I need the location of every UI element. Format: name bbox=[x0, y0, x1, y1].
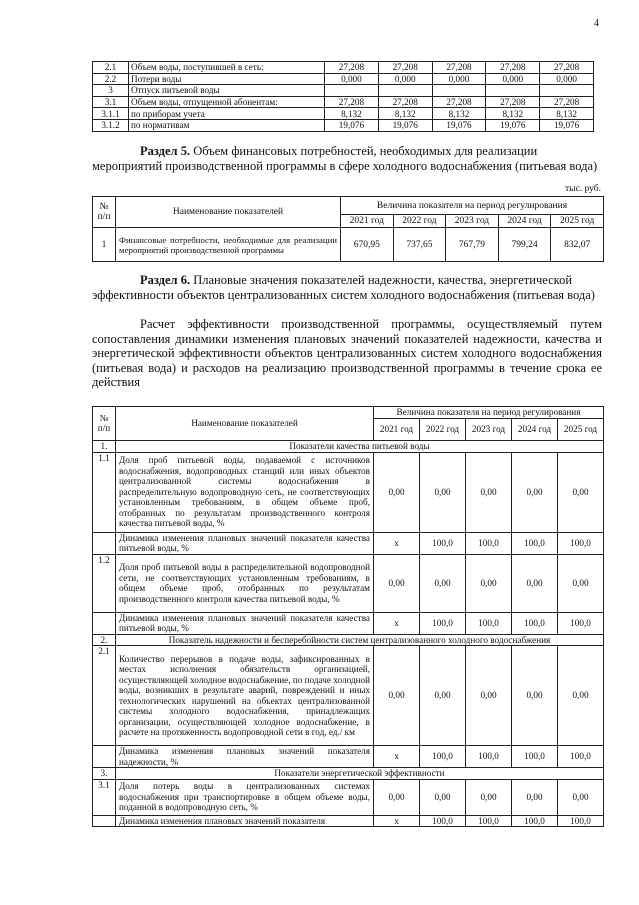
value-2023: 0,00 bbox=[466, 554, 512, 612]
table-row bbox=[93, 62, 594, 74]
row-num: 1 bbox=[93, 228, 116, 262]
section6-label: Раздел 6. bbox=[140, 273, 191, 287]
year-2024: 2024 год bbox=[512, 418, 558, 440]
row-value: 0,000 bbox=[325, 73, 379, 85]
row-value: 19,076 bbox=[325, 119, 379, 131]
table-row bbox=[93, 554, 604, 612]
row-num: 3 bbox=[93, 85, 129, 97]
row-value: 8,132 bbox=[486, 108, 540, 120]
row-name: Количество перерывов в подаче воды, зафиксированных в местах исполнения обязательств организацией, осуществляющей холодное водоснабжение, по подаче холодной воды, возникших в результате аварий, повреждений и иных технологических нарушений на объектах централизованной системы холодного водоснабжения, принадлежащих организации, осуществляющей холодное водоснабжение, в расчете на протяженность водопроводной сети в год, ед./ км bbox=[116, 646, 374, 746]
table-row bbox=[93, 746, 604, 768]
value-2025: 100,0 bbox=[558, 746, 604, 768]
value-2022: 100,0 bbox=[420, 815, 466, 827]
row-name: Динамика изменения плановых значений показателя надежности, % bbox=[116, 746, 374, 768]
year-2021: 2021 год bbox=[341, 215, 394, 228]
row-value: 27,208 bbox=[378, 96, 432, 108]
section6-title: Плановые значения показателей надежности, качества, энергетической эффективности объектов централизованных систем холодного водоснабжения (питьевая вода) bbox=[92, 273, 595, 302]
value-2021: х bbox=[374, 815, 420, 827]
value-2024: 0,00 bbox=[512, 554, 558, 612]
table-row bbox=[93, 73, 594, 85]
value-2025: 0,00 bbox=[558, 452, 604, 532]
value-2024: 799,24 bbox=[498, 228, 551, 262]
row-name: Динамика изменения плановых значений показателя bbox=[116, 815, 374, 827]
value-2025: 0,00 bbox=[558, 646, 604, 746]
table-row bbox=[93, 612, 604, 634]
row-name: Доля проб питьевой воды, подаваемой с источников водоснабжения, водопроводных станций или иных объектов централизованной системы водоснабжения в распределительную водопроводную сеть, не соответствующих установленным требованиям, в общем объеме проб, отобранных по результатам производственного контроля качества питьевой воды, % bbox=[116, 452, 374, 532]
row-num: 3.1.1 bbox=[93, 108, 129, 120]
value-2023: 100,0 bbox=[466, 532, 512, 554]
row-name: Объем воды, поступившей в сеть: bbox=[129, 62, 325, 74]
header-period: Величина показателя на период регулирования bbox=[374, 407, 604, 419]
table-row bbox=[93, 779, 604, 815]
section6-heading bbox=[92, 273, 602, 302]
value-2022: 100,0 bbox=[420, 532, 466, 554]
section5-heading bbox=[92, 144, 602, 173]
page-number: 4 bbox=[594, 18, 599, 29]
value-2023: 100,0 bbox=[466, 612, 512, 634]
year-2025: 2025 год bbox=[558, 418, 604, 440]
row-value: 8,132 bbox=[432, 108, 486, 120]
header-name: Наименование показателей bbox=[116, 407, 374, 441]
row-num: 1.1 bbox=[93, 452, 116, 532]
year-2024: 2024 год bbox=[498, 215, 551, 228]
value-2022: 737,65 bbox=[393, 228, 446, 262]
row-value: 27,208 bbox=[432, 96, 486, 108]
year-2021: 2021 год bbox=[374, 418, 420, 440]
row-name: Отпуск питьевой воды bbox=[129, 85, 325, 97]
section-row-quality bbox=[93, 440, 604, 452]
year-2023: 2023 год bbox=[446, 215, 499, 228]
row-value bbox=[325, 85, 379, 97]
value-2021: 0,00 bbox=[374, 452, 420, 532]
section-num: 3. bbox=[93, 768, 116, 780]
value-2024: 0,00 bbox=[512, 646, 558, 746]
section5-label: Раздел 5. bbox=[140, 144, 191, 158]
row-num: 3.1 bbox=[93, 779, 116, 815]
row-value: 27,208 bbox=[378, 62, 432, 74]
unit-label: тыс. руб. bbox=[565, 184, 601, 194]
value-2024: 100,0 bbox=[512, 532, 558, 554]
value-2022: 0,00 bbox=[420, 554, 466, 612]
section-row-reliability bbox=[93, 634, 604, 646]
row-value: 8,132 bbox=[540, 108, 594, 120]
value-2025: 0,00 bbox=[558, 779, 604, 815]
row-name: по приборам учета bbox=[129, 108, 325, 120]
row-num: 3.1.2 bbox=[93, 119, 129, 131]
table-row bbox=[93, 646, 604, 746]
row-name: Финансовые потребности, необходимые для реализации мероприятий производственной программы bbox=[116, 228, 341, 262]
value-2022: 100,0 bbox=[420, 612, 466, 634]
row-name: Доля проб питьевой воды в распределительной водопроводной сети, не соответствующих установленным требованиям, в общем объеме проб, отобранных по результатам производственного контроля качества питьевой воды, % bbox=[116, 554, 374, 612]
indicators-table bbox=[92, 406, 604, 827]
table-row bbox=[93, 85, 594, 97]
value-2022: 0,00 bbox=[420, 646, 466, 746]
value-2025: 100,0 bbox=[558, 532, 604, 554]
water-balance-table bbox=[92, 61, 594, 132]
section-title: Показатели качества питьевой воды bbox=[116, 440, 604, 452]
value-2023: 767,79 bbox=[446, 228, 499, 262]
year-2022: 2022 год bbox=[420, 418, 466, 440]
value-2022: 0,00 bbox=[420, 452, 466, 532]
section-row-energy bbox=[93, 768, 604, 780]
row-name: Динамика изменения плановых значений показателя качества питьевой воды, % bbox=[116, 532, 374, 554]
value-2021: х bbox=[374, 612, 420, 634]
row-value: 0,000 bbox=[432, 73, 486, 85]
value-2024: 100,0 bbox=[512, 815, 558, 827]
value-2023: 0,00 bbox=[466, 646, 512, 746]
value-2025: 0,00 bbox=[558, 554, 604, 612]
row-value: 19,076 bbox=[432, 119, 486, 131]
value-2024: 0,00 bbox=[512, 779, 558, 815]
value-2025: 100,0 bbox=[558, 815, 604, 827]
table-row bbox=[93, 96, 594, 108]
row-value: 0,000 bbox=[540, 73, 594, 85]
row-value: 27,208 bbox=[540, 62, 594, 74]
value-2021: х bbox=[374, 532, 420, 554]
row-value bbox=[378, 85, 432, 97]
row-num: 2.1 bbox=[93, 646, 116, 746]
section-title: Показатель надежности и бесперебойности систем централизованного холодного водоснабжения bbox=[116, 634, 604, 646]
table-row bbox=[93, 119, 594, 131]
year-2025: 2025 год bbox=[551, 215, 604, 228]
row-value: 8,132 bbox=[378, 108, 432, 120]
value-2021: х bbox=[374, 746, 420, 768]
section-num: 2. bbox=[93, 634, 116, 646]
table-row bbox=[93, 108, 594, 120]
row-num: 3.1 bbox=[93, 96, 129, 108]
value-2022: 0,00 bbox=[420, 779, 466, 815]
row-name: Потери воды bbox=[129, 73, 325, 85]
value-2024: 100,0 bbox=[512, 746, 558, 768]
table-row bbox=[93, 532, 604, 554]
row-value: 27,208 bbox=[325, 62, 379, 74]
value-2023: 100,0 bbox=[466, 815, 512, 827]
header-num: № п/п bbox=[93, 407, 116, 441]
row-value: 19,076 bbox=[486, 119, 540, 131]
value-2024: 0,00 bbox=[512, 452, 558, 532]
row-value: 27,208 bbox=[540, 96, 594, 108]
row-value: 27,208 bbox=[486, 96, 540, 108]
value-2023: 0,00 bbox=[466, 452, 512, 532]
section-num: 1. bbox=[93, 440, 116, 452]
table-row bbox=[93, 815, 604, 827]
year-2022: 2022 год bbox=[393, 215, 446, 228]
row-value: 27,208 bbox=[486, 62, 540, 74]
value-2021: 0,00 bbox=[374, 554, 420, 612]
section6-paragraph bbox=[92, 317, 602, 390]
row-value bbox=[486, 85, 540, 97]
row-value bbox=[540, 85, 594, 97]
value-2025: 100,0 bbox=[558, 612, 604, 634]
year-2023: 2023 год bbox=[466, 418, 512, 440]
row-name: по нормативам bbox=[129, 119, 325, 131]
row-value: 19,076 bbox=[378, 119, 432, 131]
value-2024: 100,0 bbox=[512, 612, 558, 634]
row-value: 8,132 bbox=[325, 108, 379, 120]
row-value: 0,000 bbox=[486, 73, 540, 85]
row-value: 27,208 bbox=[325, 96, 379, 108]
row-num: 2.1 bbox=[93, 62, 129, 74]
value-2021: 0,00 bbox=[374, 779, 420, 815]
row-num: 1.2 bbox=[93, 554, 116, 612]
value-2025: 832,07 bbox=[551, 228, 604, 262]
row-name: Доля потерь воды в централизованных системах водоснабжения при транспортировке в общем объеме воды, поданной в водопроводную сеть, % bbox=[116, 779, 374, 815]
header-name: Наименование показателей bbox=[116, 197, 341, 228]
value-2023: 100,0 bbox=[466, 746, 512, 768]
row-name: Динамика изменения плановых значений показателя качества питьевой воды, % bbox=[116, 612, 374, 634]
financial-needs-table bbox=[92, 196, 604, 262]
value-2021: 0,00 bbox=[374, 646, 420, 746]
row-value: 19,076 bbox=[540, 119, 594, 131]
table-row bbox=[93, 452, 604, 532]
value-2021: 670,95 bbox=[341, 228, 394, 262]
row-value: 0,000 bbox=[378, 73, 432, 85]
row-name: Объем воды, отпущенной абонентам: bbox=[129, 96, 325, 108]
section5-title: Объем финансовых потребностей, необходимых для реализации мероприятий производственной программы в сфере холодного водоснабжения (питьевая вода) bbox=[92, 144, 598, 173]
value-2023: 0,00 bbox=[466, 779, 512, 815]
row-value: 27,208 bbox=[432, 62, 486, 74]
row-num: 2.2 bbox=[93, 73, 129, 85]
paragraph-text: Расчет эффективности производственной программы, осуществляемый путем сопоставления динамики изменения плановых значений показателей надежности, качества и энергетической эффективности объектов централизованных систем холодного водоснабжения (питьевая вода) и расходов на реализацию производственной программы в течение срока ее действия bbox=[92, 317, 602, 389]
header-num: № п/п bbox=[93, 197, 116, 228]
header-period: Величина показателя на период регулирования bbox=[341, 197, 604, 215]
section-title: Показатели энергетической эффективности bbox=[116, 768, 604, 780]
value-2022: 100,0 bbox=[420, 746, 466, 768]
row-value bbox=[432, 85, 486, 97]
